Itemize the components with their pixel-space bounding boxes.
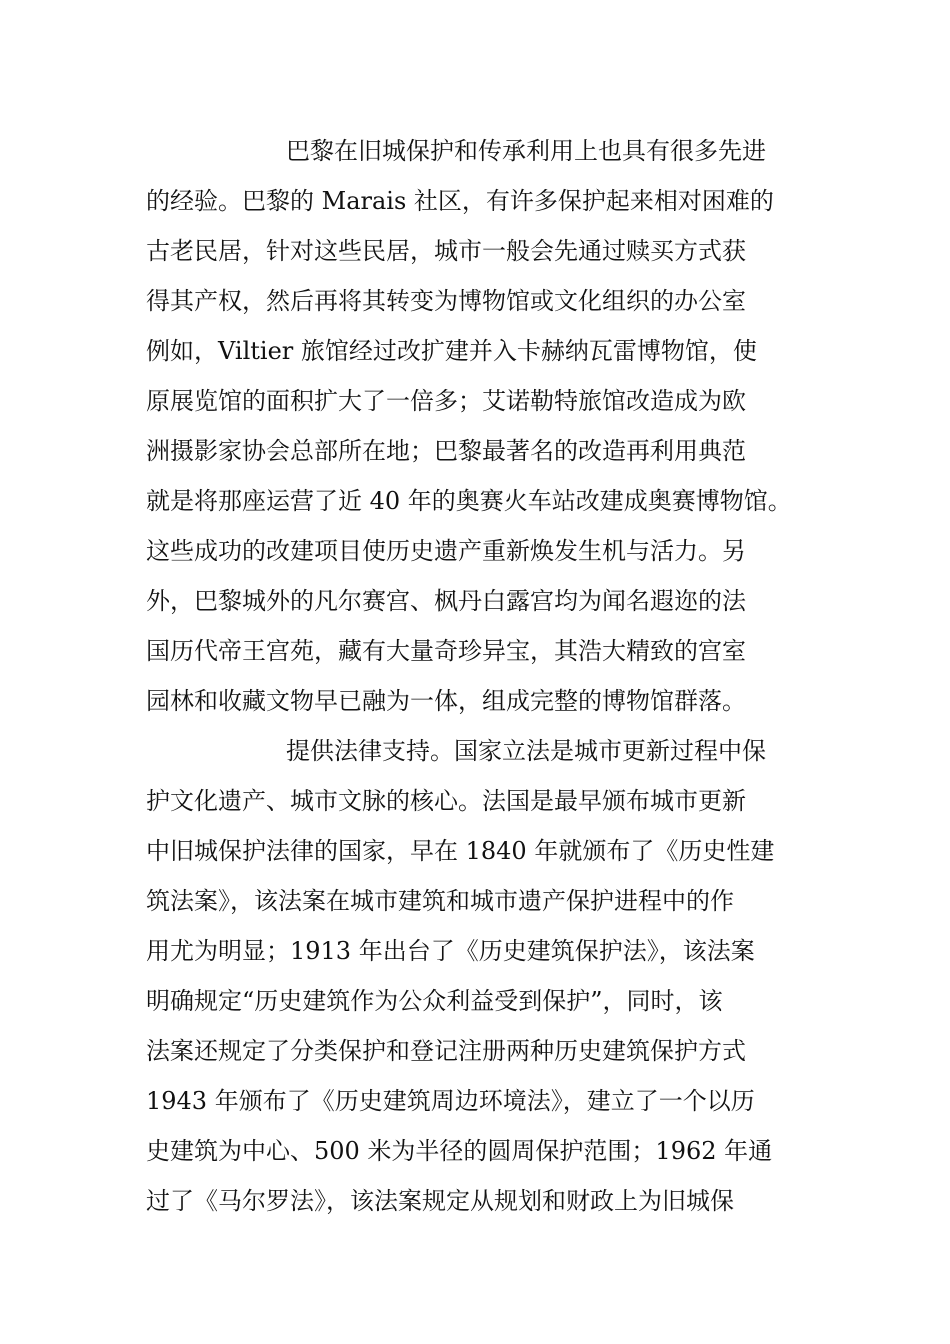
text-line: 法案还规定了分类保护和登记注册两种历史建筑保护方式 bbox=[146, 1037, 746, 1065]
text-line: 外，巴黎城外的凡尔赛宫、枫丹白露宫均为闻名遐迩的法 bbox=[146, 587, 746, 615]
text-line: 用尤为明显；1913 年出台了《历史建筑保护法》，该法案 bbox=[146, 937, 755, 965]
text-line: 明确规定“历史建筑作为公众利益受到保护”，同时，该 bbox=[146, 987, 723, 1015]
text-line: 1943 年颁布了《历史建筑周边环境法》，建立了一个以历 bbox=[146, 1087, 755, 1115]
text-line: 的经验。巴黎的 Marais 社区，有许多保护起来相对困难的 bbox=[146, 187, 774, 215]
text-line: 例如，Viltier 旅馆经过改扩建并入卡赫纳瓦雷博物馆，使 bbox=[146, 337, 757, 365]
text-line: 中旧城保护法律的国家，早在 1840 年就颁布了《历史性建 bbox=[146, 837, 775, 865]
text-line: 护文化遗产、城市文脉的核心。法国是最早颁布城市更新 bbox=[146, 787, 746, 815]
text-line: 巴黎在旧城保护和传承利用上也具有很多先进 bbox=[286, 137, 766, 165]
text-line: 园林和收藏文物早已融为一体，组成完整的博物馆群落。 bbox=[146, 687, 746, 715]
text-line: 史建筑为中心、500 米为半径的圆周保护范围；1962 年通 bbox=[146, 1137, 773, 1165]
text-line: 过了《马尔罗法》，该法案规定从规划和财政上为旧城保 bbox=[146, 1187, 734, 1215]
text-line: 得其产权，然后再将其转变为博物馆或文化组织的办公室 bbox=[146, 287, 746, 315]
text-line: 筑法案》，该法案在城市建筑和城市遗产保护进程中的作 bbox=[146, 887, 734, 915]
text-line: 提供法律支持。国家立法是城市更新过程中保 bbox=[286, 737, 766, 765]
text-line: 国历代帝王宫苑，藏有大量奇珍异宝，其浩大精致的宫室 bbox=[146, 637, 746, 665]
text-line: 就是将那座运营了近 40 年的奥赛火车站改建成奥赛博物馆。 bbox=[146, 487, 792, 515]
text-line: 这些成功的改建项目使历史遗产重新焕发生机与活力。另 bbox=[146, 537, 746, 565]
text-line: 古老民居，针对这些民居，城市一般会先通过赎买方式获 bbox=[146, 237, 746, 265]
text-line: 洲摄影家协会总部所在地；巴黎最著名的改造再利用典范 bbox=[146, 437, 746, 465]
text-line: 原展览馆的面积扩大了一倍多；艾诺勒特旅馆改造成为欧 bbox=[146, 387, 746, 415]
